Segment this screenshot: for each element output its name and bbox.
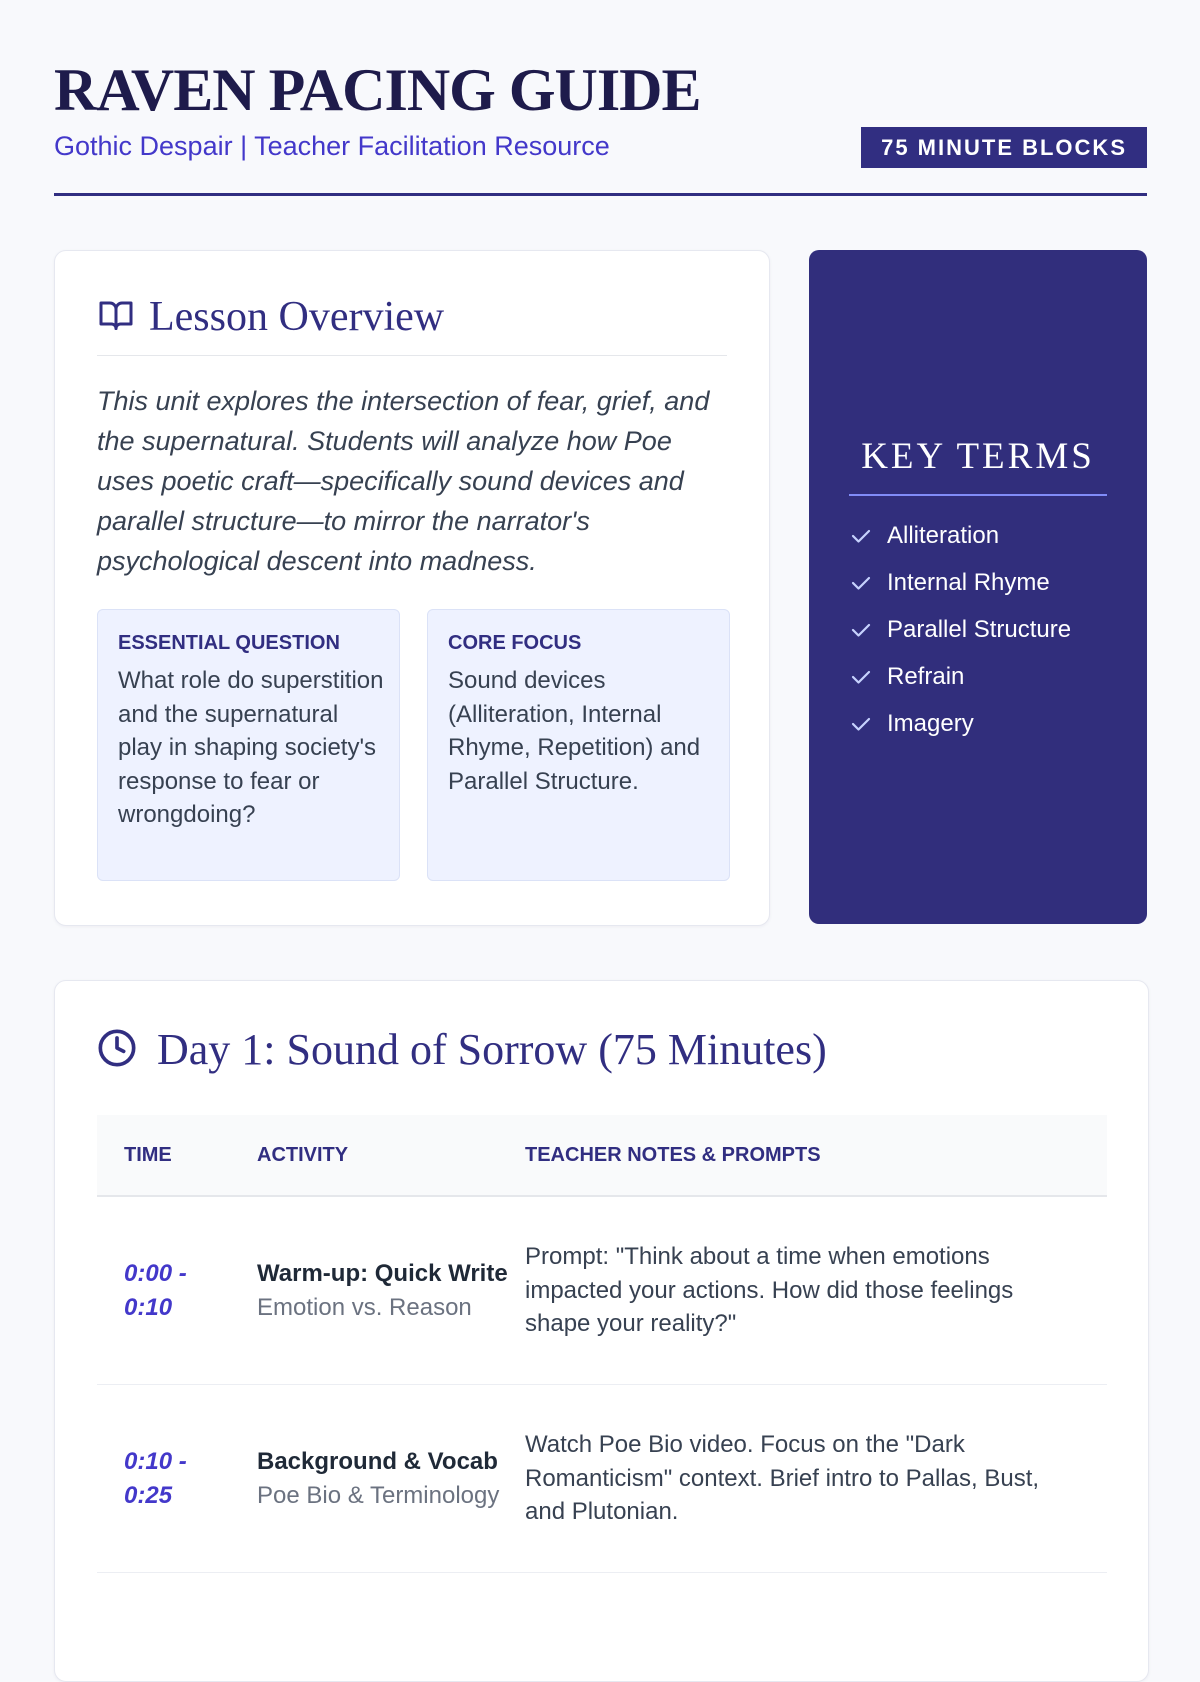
essential-question-label: ESSENTIAL QUESTION: [118, 632, 340, 654]
key-term-item: [849, 512, 1071, 559]
check-icon: [849, 618, 873, 642]
row-activity: [257, 1257, 525, 1324]
open-book-icon: [97, 297, 135, 338]
check-icon: [849, 712, 873, 736]
key-terms-list: [849, 512, 1071, 747]
core-focus-box: [427, 609, 730, 881]
column-header-notes: TEACHER NOTES & PROMPTS: [525, 1143, 821, 1166]
core-focus-text: Sound devices (Alliteration, Internal Rhyme, Repetition) and Parallel Structure.: [448, 667, 701, 795]
activity-subtitle: Poe Bio & Terminology: [257, 1481, 500, 1509]
header-divider: [54, 193, 1147, 196]
row-notes: Prompt: "Think about a time when emotions impacted your actions. How did those feelings shape your reality?": [525, 1243, 1014, 1338]
key-term-label: Alliteration: [887, 521, 1000, 549]
key-term-label: Refrain: [887, 662, 965, 690]
key-term-label: Parallel Structure: [887, 615, 1072, 643]
page-subtitle: Gothic Despair | Teacher Facilitation Resource: [54, 131, 610, 161]
key-term-item: [849, 606, 1071, 653]
table-header-row: [97, 1115, 1107, 1197]
clock-icon: [97, 1028, 137, 1073]
day1-schedule-card: [54, 980, 1149, 1682]
table-row: [97, 1197, 1107, 1385]
row-time: 0:10 - 0:25: [124, 1448, 187, 1509]
key-terms-panel: [809, 250, 1147, 924]
day1-title: Day 1: Sound of Sorrow (75 Minutes): [157, 1025, 827, 1074]
check-icon: [849, 571, 873, 595]
key-term-item: [849, 653, 1071, 700]
overview-intro-text: This unit explores the intersection of fear, grief, and the supernatural. Students will analyze how Poe uses poetic craft—specifically sound devices and parallel structure—to mirror the narrator's psychological descent into madness.: [97, 386, 710, 576]
key-term-label: Internal Rhyme: [887, 568, 1050, 596]
row-notes: Watch Poe Bio video. Focus on the "Dark Romanticism" context. Brief intro to Pallas, Bust, and Plutonian.: [525, 1431, 1040, 1526]
activity-title: Warm-up: Quick Write: [257, 1260, 508, 1287]
page-header: [54, 50, 1147, 196]
lesson-overview-header: [97, 293, 727, 356]
schedule-table: [97, 1115, 1107, 1573]
day1-header: [97, 1025, 1106, 1090]
essential-question-text: What role do superstition and the supernatural play in shaping society's response to fear or wrongdoing?: [118, 667, 384, 828]
key-term-item: [849, 700, 1071, 747]
lesson-overview-title: Lesson Overview: [149, 294, 445, 340]
page-title: RAVEN PACING GUIDE: [54, 57, 701, 123]
lesson-overview-card: [54, 250, 770, 926]
activity-subtitle: Emotion vs. Reason: [257, 1293, 472, 1321]
duration-badge: 75 MINUTE BLOCKS: [861, 127, 1147, 168]
check-icon: [849, 665, 873, 689]
table-row: [97, 1385, 1107, 1573]
column-header-time: TIME: [124, 1143, 172, 1166]
row-activity: [257, 1445, 525, 1512]
key-term-label: Imagery: [887, 709, 974, 737]
check-icon: [849, 524, 873, 548]
activity-title: Background & Vocab: [257, 1448, 498, 1475]
essential-question-box: [97, 609, 400, 881]
key-terms-title: KEY TERMS: [849, 435, 1107, 496]
key-term-item: [849, 559, 1071, 606]
core-focus-label: CORE FOCUS: [448, 632, 582, 654]
row-time: 0:00 - 0:10: [124, 1260, 187, 1321]
column-header-activity: ACTIVITY: [257, 1143, 349, 1166]
